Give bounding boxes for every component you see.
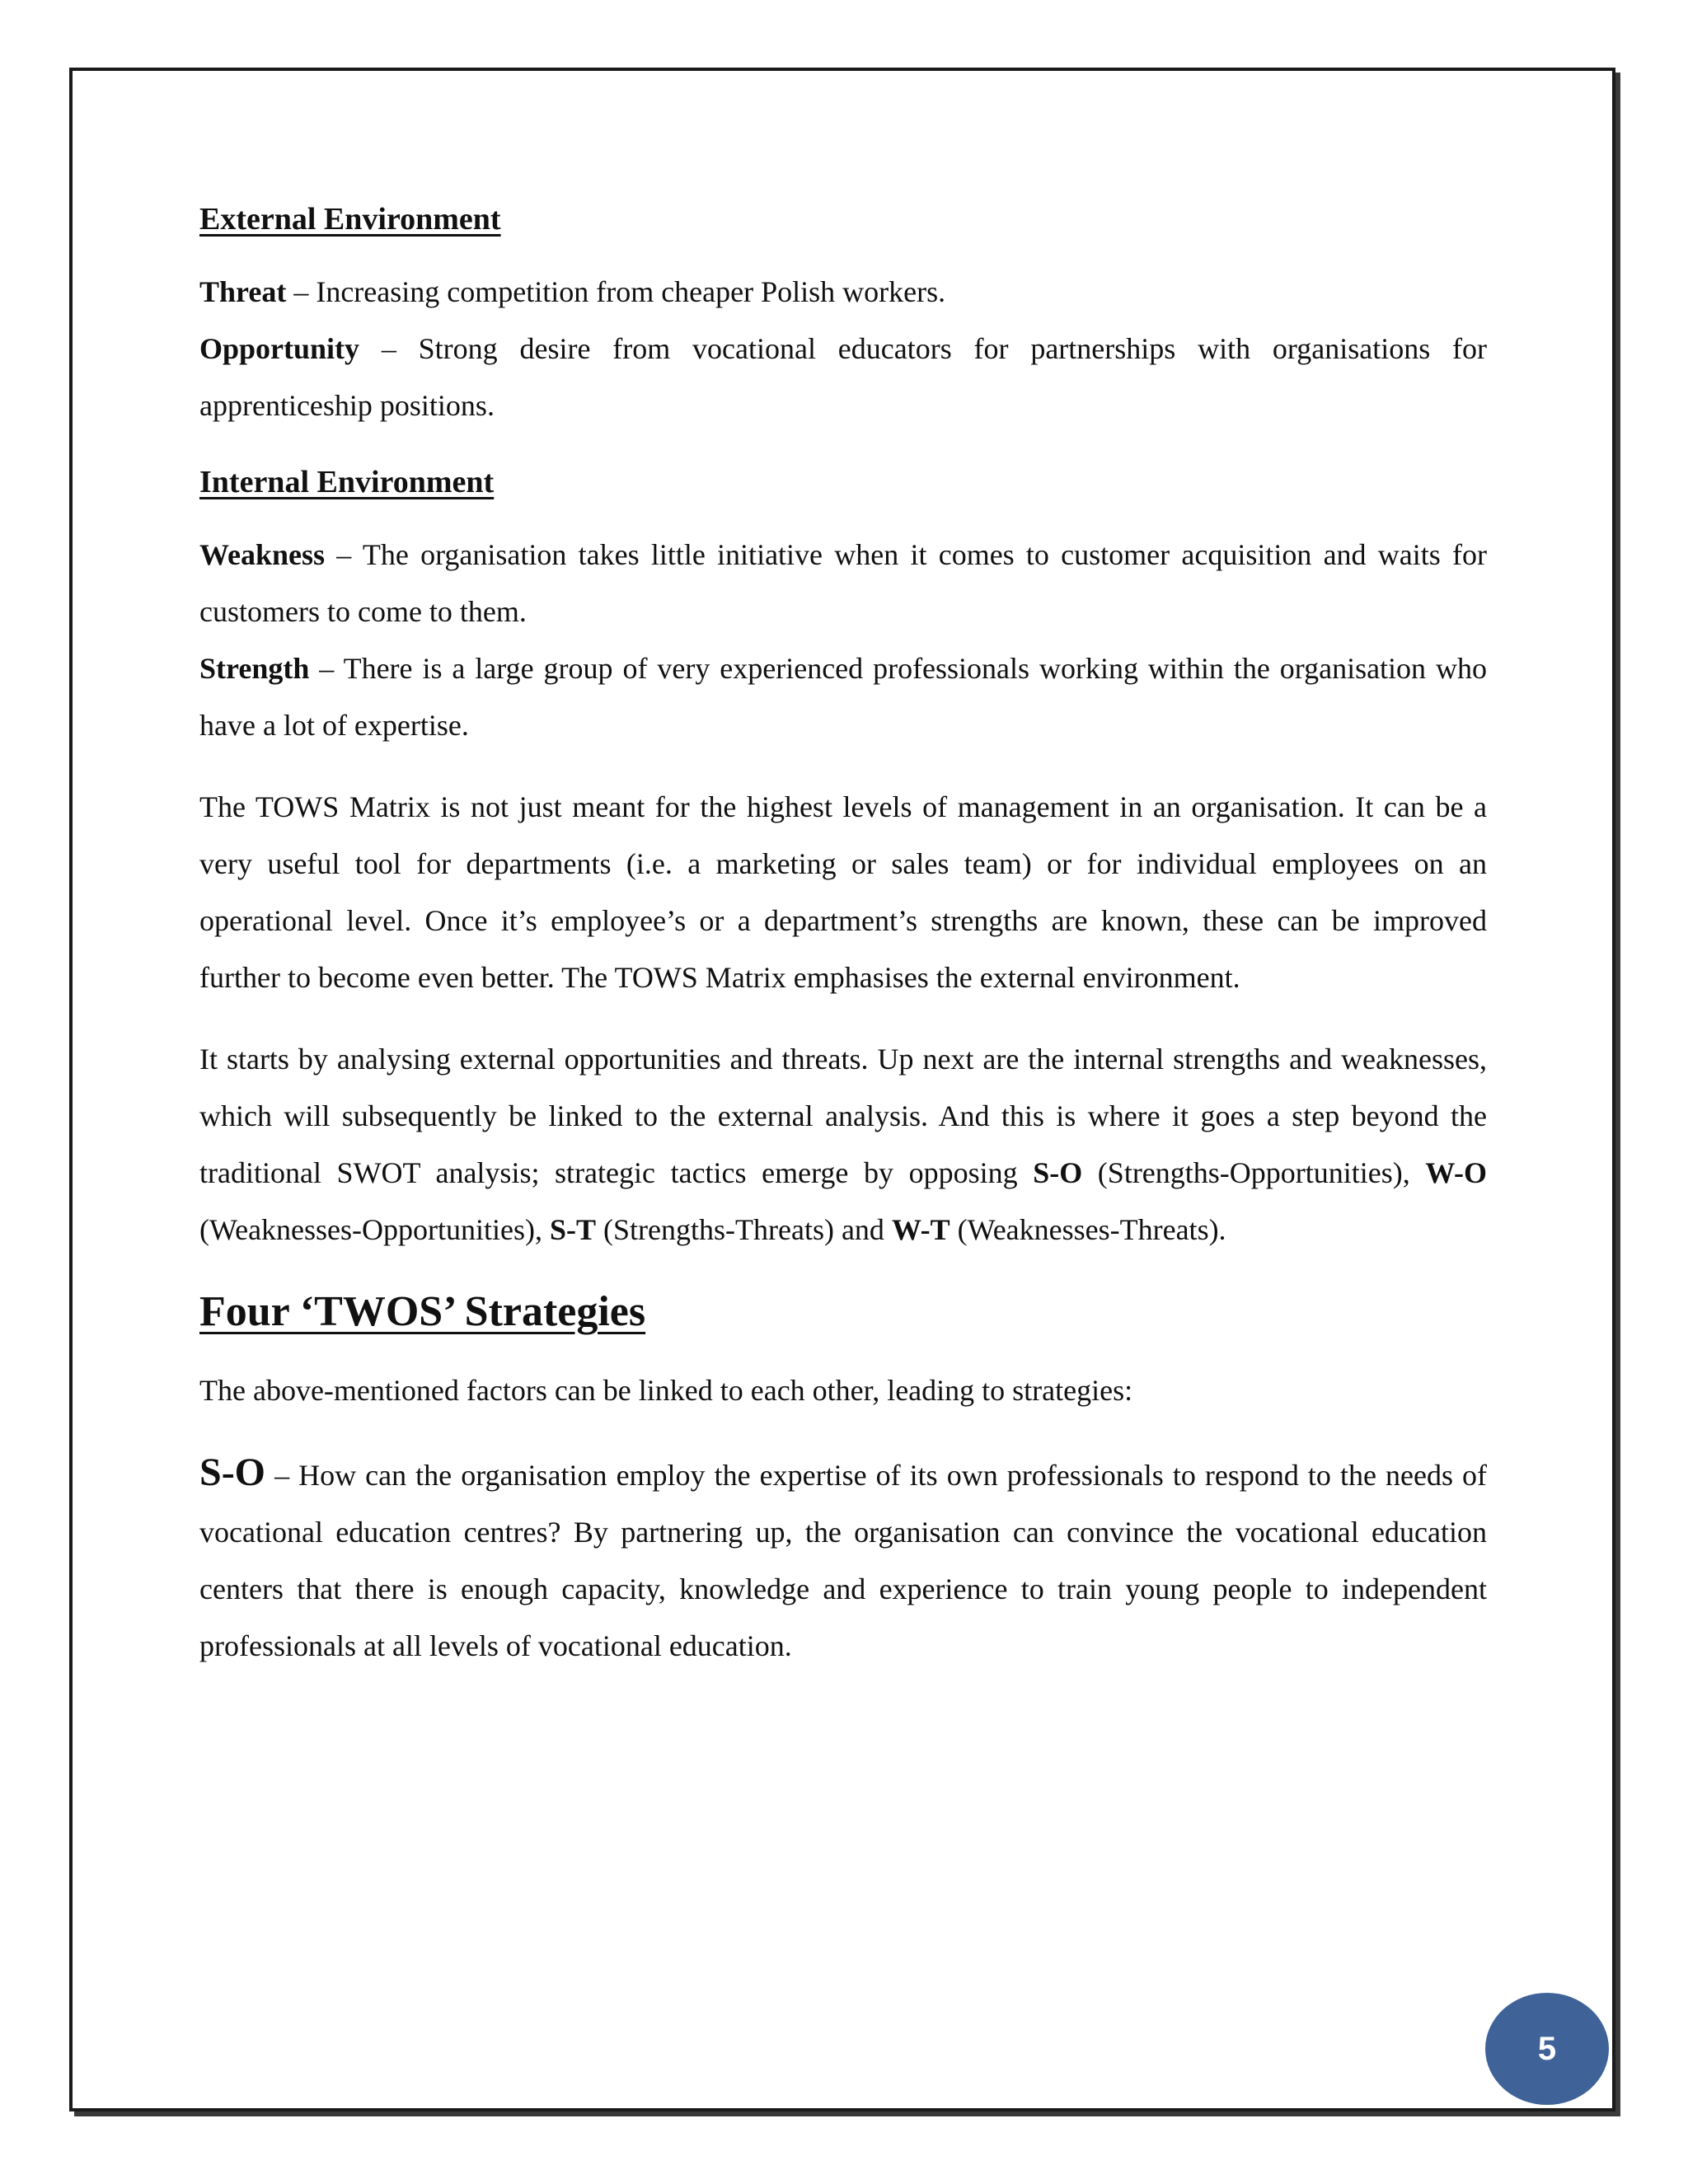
opportunity-paragraph xyxy=(199,321,1487,434)
spacer xyxy=(199,434,1487,459)
strategies-title: Four ‘TWOS’ Strategies xyxy=(199,1288,646,1335)
threat-paragraph xyxy=(199,264,1487,321)
wt-description: (Weaknesses-Threats). xyxy=(950,1213,1226,1246)
weakness-text: – The organisation takes little initiative when it comes to customer acquisition and waits for customers to come to them. xyxy=(199,538,1487,628)
internal-environment-heading: Internal Environment xyxy=(199,465,495,499)
document-body xyxy=(199,196,1487,1675)
weakness-term: Weakness xyxy=(199,538,326,571)
st-term: S-T xyxy=(550,1213,597,1246)
strength-term: Strength xyxy=(199,652,310,685)
strength-paragraph xyxy=(199,640,1487,754)
so-strategy-text: – How can the organisation employ the expertise of its own professionals to respond to the needs of vocational education centres? By partnering up, the organisation can convince the vocational education centers that there is enough capacity, knowledge and experience to train young people to independent professionals at all levels of vocational education. xyxy=(199,1459,1487,1662)
external-environment-heading: External Environment xyxy=(199,202,501,237)
so-strategy-term: S-O xyxy=(199,1451,266,1494)
strength-text: – There is a large group of very experienced professionals working within the organisation who have a lot of expertise. xyxy=(199,652,1487,742)
weakness-paragraph xyxy=(199,527,1487,640)
so-strategy-paragraph xyxy=(199,1444,1487,1675)
wo-term: W-O xyxy=(1425,1156,1488,1189)
so-description: (Strengths-Opportunities), xyxy=(1082,1156,1426,1189)
spacer xyxy=(199,754,1487,779)
spacer xyxy=(199,1006,1487,1031)
wt-term: W-T xyxy=(891,1213,950,1246)
opportunity-text: – Strong desire from vocational educators for partnerships with organisations for apprenticeship positions. xyxy=(199,332,1487,422)
strategies-intro: The above-mentioned factors can be linked to each other, leading to strategies: xyxy=(199,1374,1133,1407)
analysis-paragraph xyxy=(199,1031,1487,1258)
tows-matrix-paragraph: The TOWS Matrix is not just meant for the highest levels of management in an organisation. It can be a very useful tool for departments (i.e. a marketing or sales team) or for individual employees on an operational level. Once it’s employee’s or a department’s strengths are known, these can be improved further to become even better. The TOWS Matrix emphasises the external environment. xyxy=(199,790,1487,994)
wo-description: (Weaknesses-Opportunities), xyxy=(199,1213,550,1246)
st-description: (Strengths-Threats) and xyxy=(596,1213,892,1246)
threat-text: – Increasing competition from cheaper Polish workers. xyxy=(286,275,946,308)
threat-term: Threat xyxy=(199,275,287,308)
analysis-text: It starts by analysing external opportunities and threats. Up next are the internal strengths and weaknesses, which will subsequently be linked to the external analysis. And this is where it goes a step beyond the traditional SWOT analysis; strategic tactics emerge by opposing xyxy=(199,1043,1487,1189)
spacer xyxy=(199,1419,1487,1444)
opportunity-term: Opportunity xyxy=(199,332,360,365)
page-number-badge: 5 xyxy=(1485,1993,1609,2105)
spacer xyxy=(199,1258,1487,1283)
so-term: S-O xyxy=(1033,1156,1083,1189)
